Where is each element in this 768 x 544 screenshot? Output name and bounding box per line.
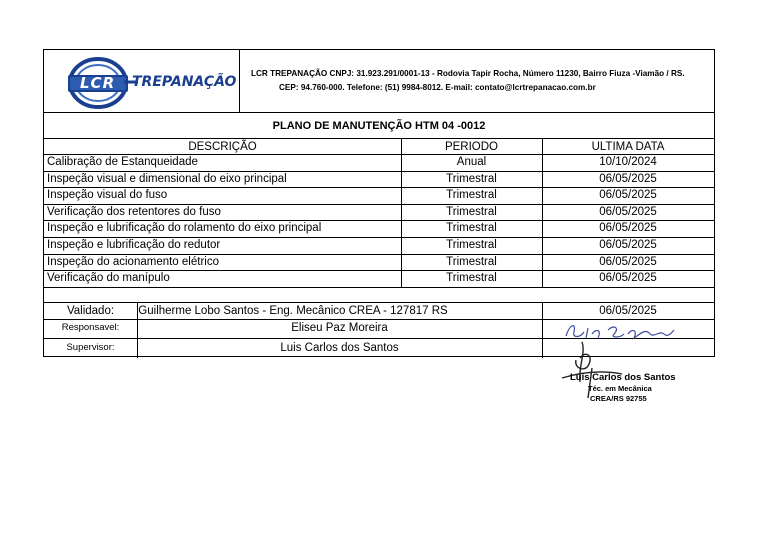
table-row xyxy=(44,187,714,204)
supervisor-signature-stamp xyxy=(552,338,682,408)
row-ultima-data: 06/05/2025 xyxy=(599,189,657,202)
logo-word: TREPANAÇÃO xyxy=(132,74,237,90)
row-periodo: Trimestral xyxy=(446,172,497,185)
validado-date: 06/05/2025 xyxy=(599,305,657,317)
company-logo xyxy=(66,56,237,110)
col-header-descricao: DESCRIÇÃO xyxy=(188,141,257,153)
col-header-ultima-data: ULTIMA DATA xyxy=(591,141,665,153)
maintenance-plan-sheet xyxy=(43,49,715,357)
row-descricao: Calibração de Estanqueidade xyxy=(47,156,198,168)
validado-label: Validado: xyxy=(66,305,115,317)
plan-title: PLANO DE MANUTENÇÃO HTM 04 -0012 xyxy=(272,120,486,132)
row-descricao: Verificação dos retentores do fuso xyxy=(47,205,221,218)
col-header-periodo: PERIODO xyxy=(444,141,499,153)
row-descricao: Verificação do manípulo xyxy=(47,272,170,285)
row-descricao: Inspeção do acionamento elétrico xyxy=(47,255,219,268)
table-row xyxy=(44,220,714,237)
row-descricao: Inspeção visual e dimensional do eixo principal xyxy=(47,172,287,185)
row-ultima-data: 06/05/2025 xyxy=(599,205,657,218)
table-row xyxy=(44,254,714,271)
row-ultima-data: 06/05/2025 xyxy=(599,272,657,285)
row-periodo: Trimestral xyxy=(446,255,497,268)
row-ultima-data: 06/05/2025 xyxy=(599,172,657,185)
company-info-line2: CEP: 94.760-000. Telefone: (51) 9984-8012. E-mail: contato@lcrtrepanacao.com.br xyxy=(279,83,596,92)
row-periodo: Trimestral xyxy=(446,222,497,235)
row-ultima-data: 06/05/2025 xyxy=(599,255,657,268)
responsavel-name: Eliseu Paz Moreira xyxy=(291,322,388,334)
responsavel-label: Responsavel: xyxy=(61,322,120,333)
table-row xyxy=(44,154,714,171)
row-periodo: Trimestral xyxy=(446,205,497,218)
row-descricao: Inspeção e lubrificação do redutor xyxy=(47,239,221,251)
row-periodo: Trimestral xyxy=(446,189,497,202)
stamp-line2: Téc. em Mecânica xyxy=(588,384,652,393)
company-info xyxy=(251,67,711,95)
row-ultima-data: 06/05/2025 xyxy=(599,239,657,251)
row-periodo: Anual xyxy=(456,156,487,168)
row-descricao: Inspeção visual do fuso xyxy=(47,189,168,202)
logo-text: LCR xyxy=(80,74,116,92)
table-row xyxy=(44,270,714,287)
row-ultima-data: 10/10/2024 xyxy=(599,156,657,168)
table-row xyxy=(44,171,714,188)
stamp-line1: Luis Carlos dos Santos xyxy=(570,372,676,383)
company-info-line1: LCR TREPANAÇÃO CNPJ: 31.923.291/0001-13 - Rodovia Tapir Rocha, Número 11230, Bairro Fiuza -Viamão / RS. xyxy=(251,69,685,78)
table-row xyxy=(44,204,714,221)
supervisor-name: Luis Carlos dos Santos xyxy=(280,342,399,354)
table-row xyxy=(44,237,714,254)
row-periodo: Trimestral xyxy=(446,272,497,285)
validado-name: Guilherme Lobo Santos - Eng. Mecânico CREA - 127817 RS xyxy=(138,305,448,317)
row-descricao: Inspeção e lubrificação do rolamento do eixo principal xyxy=(47,222,322,235)
row-ultima-data: 06/05/2025 xyxy=(599,222,657,235)
row-periodo: Trimestral xyxy=(446,239,497,251)
supervisor-label: Supervisor: xyxy=(66,342,115,353)
stamp-line3: CREA/RS 92755 xyxy=(590,394,647,403)
